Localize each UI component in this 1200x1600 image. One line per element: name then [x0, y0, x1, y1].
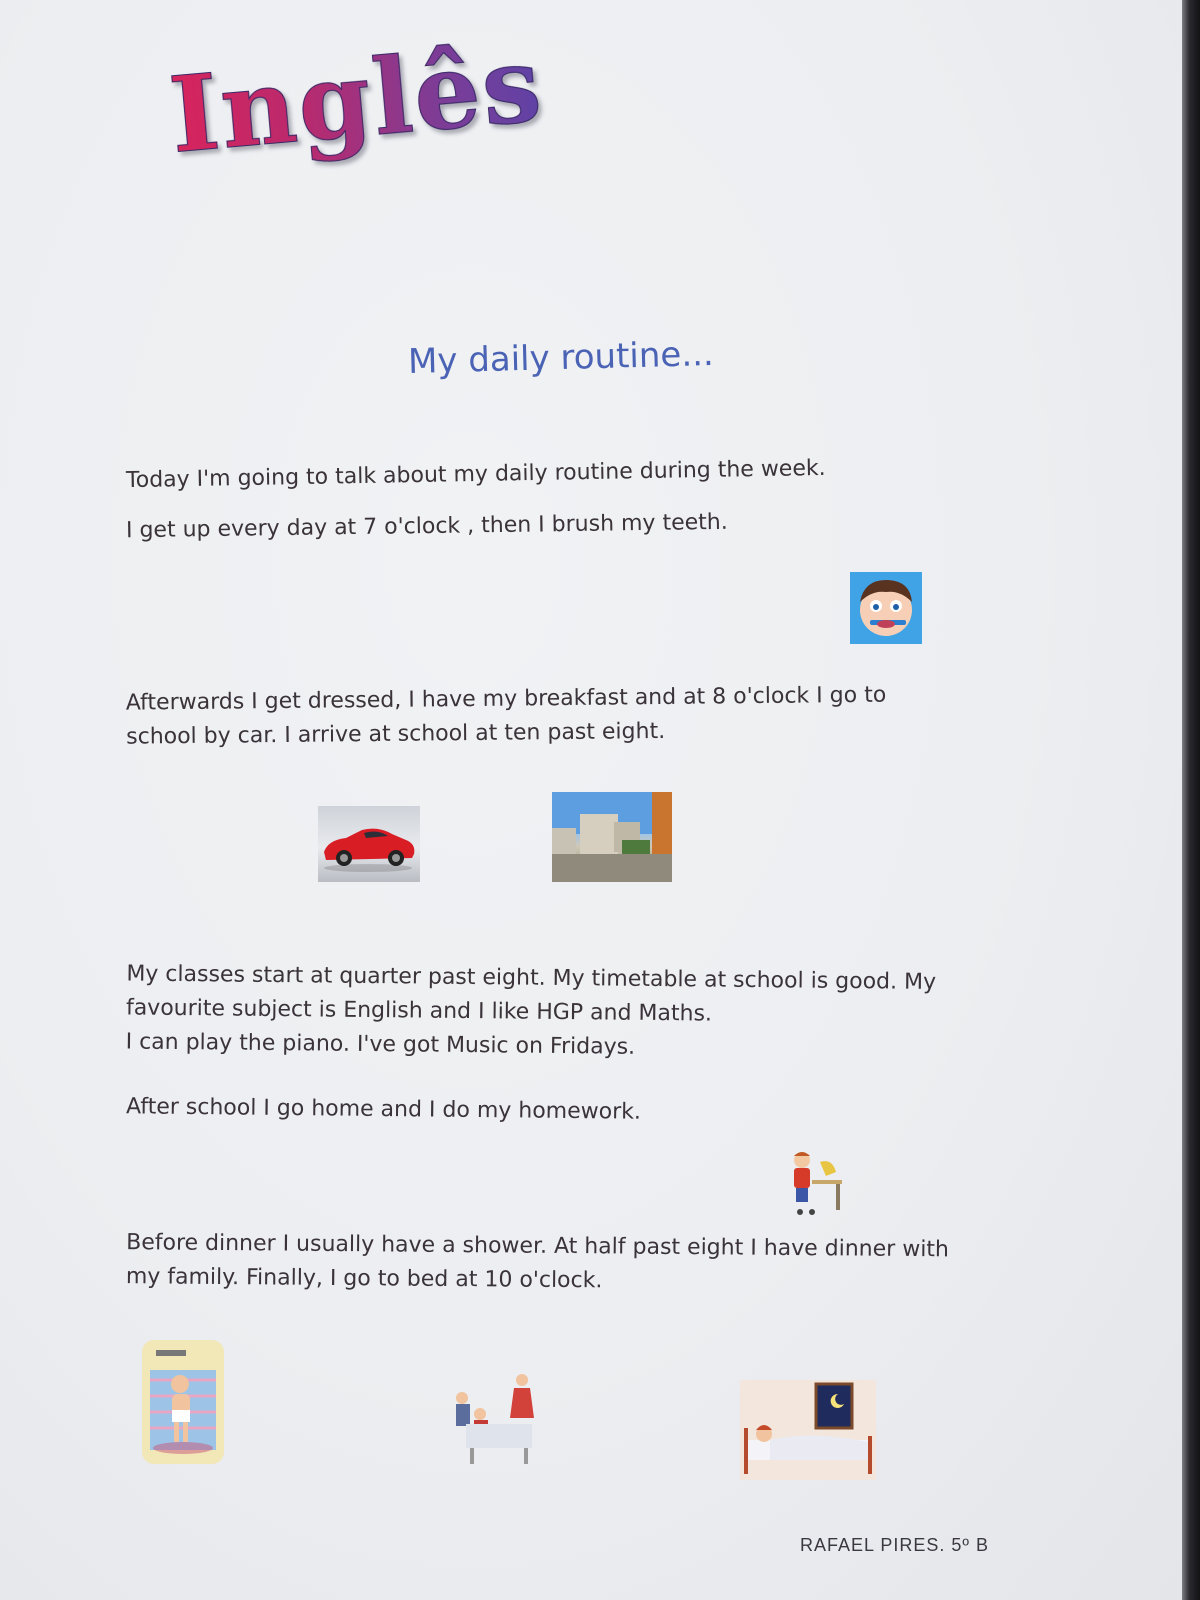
paragraph-homework: After school I go home and I do my homework. [125, 1094, 642, 1125]
red-car-image [318, 806, 420, 882]
paragraph-intro: Today I'm going to talk about my daily routine during the week. [125, 455, 826, 494]
paragraph-classes: My classes start at quarter past eight. My timetable at school is good. My favourite subject is English and I like HGP and Maths. I can play the piano. I've got Music on Fridays. [125, 961, 937, 1060]
school-building-image [552, 792, 672, 882]
ingles-logo-title: Inglês [165, 16, 617, 214]
child-in-bed-image [740, 1380, 876, 1480]
author-signature: RAFAEL PIRES. 5º B [800, 1535, 989, 1555]
child-doing-homework-image [782, 1148, 848, 1218]
child-showering-image [142, 1340, 224, 1464]
paragraph-evening: Before dinner I usually have a shower. At half past eight I have dinner with my family. Finally, I go to bed at 10 o'clock. [125, 1230, 950, 1294]
page-edge-shadow [1182, 0, 1200, 1600]
boy-brushing-teeth-image [850, 572, 922, 644]
paragraph-get-up: I get up every day at 7 o'clock , then I brush my teeth. [125, 509, 728, 544]
family-dinner-image [450, 1370, 542, 1466]
page-subtitle: My daily routine... [407, 334, 715, 382]
paragraph-go-to-school: Afterwards I get dressed, I have my breakfast and at 8 o'clock I go to school by car. I arrive at school at ten past eight. [125, 682, 887, 750]
